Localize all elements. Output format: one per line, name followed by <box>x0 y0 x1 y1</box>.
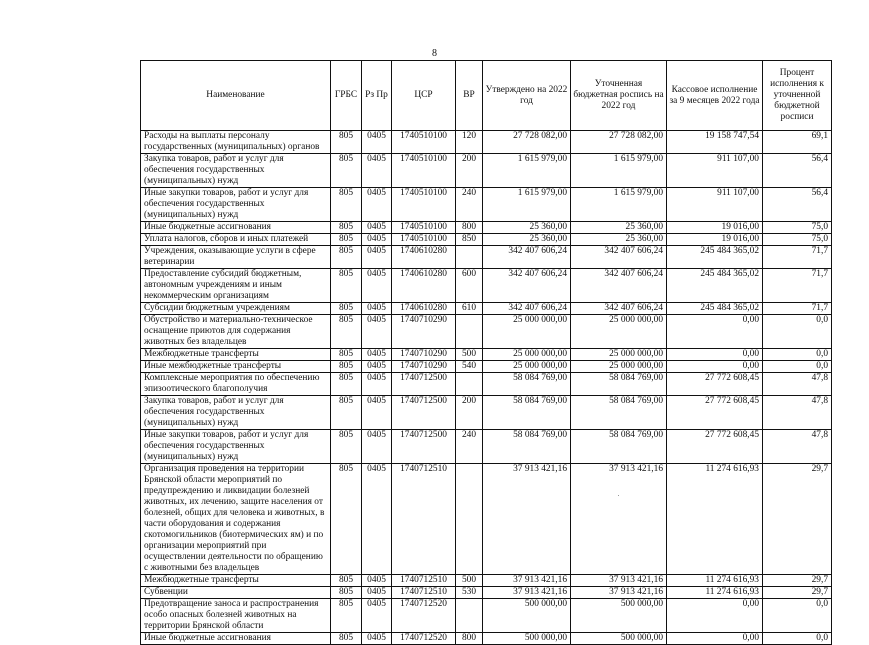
table-row <box>141 234 832 246</box>
cell-name: Субсидии бюджетным учреждениям <box>141 303 331 315</box>
cell-rzpr: 0405 <box>362 430 392 464</box>
cell-refined: 1 615 979,00 <box>571 188 667 222</box>
cell-cash: 245 484 365,02 <box>667 269 763 303</box>
cell-csr: 1740712500 <box>392 373 456 396</box>
cell-csr: 1740712500 <box>392 396 456 430</box>
cell-vr <box>456 599 483 633</box>
cell-refined: 25 000 000,00 <box>571 361 667 373</box>
header-csr: ЦСР <box>392 61 456 131</box>
cell-percent: 69,1 <box>763 131 832 154</box>
cell-approved: 37 913 421,16 <box>483 587 571 599</box>
cell-vr: 850 <box>456 234 483 246</box>
cell-approved: 58 084 769,00 <box>483 396 571 430</box>
cell-cash: 27 772 608,45 <box>667 373 763 396</box>
cell-csr: 1740712510 <box>392 587 456 599</box>
cell-rzpr: 0405 <box>362 599 392 633</box>
cell-name: Иные бюджетные ассигнования <box>141 222 331 234</box>
cell-approved: 37 913 421,16 <box>483 464 571 575</box>
cell-cash: 0,00 <box>667 315 763 349</box>
cell-vr <box>456 373 483 396</box>
cell-name: Комплексные мероприятия по обеспечению эпизоотического благополучия <box>141 373 331 396</box>
cell-vr: 240 <box>456 188 483 222</box>
cell-vr: 600 <box>456 269 483 303</box>
cell-vr <box>456 464 483 575</box>
table-row <box>141 188 832 222</box>
cell-rzpr: 0405 <box>362 361 392 373</box>
cell-percent: 56,4 <box>763 188 832 222</box>
cell-cash: 11 274 616,93 <box>667 464 763 575</box>
table-row <box>141 587 832 599</box>
cell-refined: 1 615 979,00 <box>571 154 667 188</box>
cell-percent: 0,0 <box>763 361 832 373</box>
cell-cash: 27 772 608,45 <box>667 430 763 464</box>
cell-cash: 245 484 365,02 <box>667 246 763 269</box>
table-row <box>141 361 832 373</box>
table-row <box>141 315 832 349</box>
cell-csr: 1740510100 <box>392 222 456 234</box>
cell-percent: 29,7 <box>763 464 832 575</box>
cell-vr: 500 <box>456 349 483 361</box>
cell-vr: 200 <box>456 154 483 188</box>
cell-name: Закупка товаров, работ и услуг для обеспечения государственных (муниципальных) нужд <box>141 154 331 188</box>
cell-refined: 342 407 606,24 <box>571 303 667 315</box>
table-row <box>141 373 832 396</box>
header-vr: ВР <box>456 61 483 131</box>
cell-percent: 56,4 <box>763 154 832 188</box>
cell-rzpr: 0405 <box>362 587 392 599</box>
cell-cash: 19 016,00 <box>667 234 763 246</box>
cell-approved: 500 000,00 <box>483 599 571 633</box>
cell-approved: 58 084 769,00 <box>483 430 571 464</box>
budget-table <box>140 60 832 645</box>
table-row <box>141 396 832 430</box>
cell-name: Субвенции <box>141 587 331 599</box>
cell-refined: 25 000 000,00 <box>571 349 667 361</box>
cell-name: Закупка товаров, работ и услуг для обеспечения государственных (муниципальных) нужд <box>141 396 331 430</box>
table-row <box>141 303 832 315</box>
cell-refined: 25 360,00 <box>571 234 667 246</box>
cell-csr: 1740510100 <box>392 131 456 154</box>
cell-percent: 0,0 <box>763 599 832 633</box>
cell-cash: 911 107,00 <box>667 154 763 188</box>
cell-csr: 1740710290 <box>392 349 456 361</box>
cell-percent: 75,0 <box>763 222 832 234</box>
cell-refined: 58 084 769,00 <box>571 396 667 430</box>
cell-refined: 342 407 606,24 <box>571 269 667 303</box>
cell-rzpr: 0405 <box>362 154 392 188</box>
cell-approved: 25 000 000,00 <box>483 349 571 361</box>
cell-grbs: 805 <box>331 464 362 575</box>
cell-rzpr: 0405 <box>362 269 392 303</box>
cell-vr: 240 <box>456 430 483 464</box>
cell-percent: 71,7 <box>763 246 832 269</box>
cell-grbs: 805 <box>331 575 362 587</box>
cell-percent: 47,8 <box>763 373 832 396</box>
table-row <box>141 633 832 645</box>
cell-grbs: 805 <box>331 269 362 303</box>
table-row <box>141 349 832 361</box>
cell-grbs: 805 <box>331 222 362 234</box>
cell-percent: 75,0 <box>763 234 832 246</box>
cell-cash: 245 484 365,02 <box>667 303 763 315</box>
cell-refined: 25 000 000,00 <box>571 315 667 349</box>
cell-approved: 37 913 421,16 <box>483 575 571 587</box>
cell-vr <box>456 315 483 349</box>
cell-grbs: 805 <box>331 587 362 599</box>
scan-speck <box>618 495 619 496</box>
cell-approved: 342 407 606,24 <box>483 303 571 315</box>
cell-name: Предоставление субсидий бюджетным, автономным учреждениям и иным некоммерческим организациям <box>141 269 331 303</box>
table-row <box>141 599 832 633</box>
cell-cash: 911 107,00 <box>667 188 763 222</box>
cell-csr: 1740710290 <box>392 361 456 373</box>
cell-rzpr: 0405 <box>362 349 392 361</box>
cell-vr: 800 <box>456 222 483 234</box>
cell-percent: 0,0 <box>763 633 832 645</box>
cell-percent: 47,8 <box>763 396 832 430</box>
cell-refined: 25 360,00 <box>571 222 667 234</box>
cell-percent: 29,7 <box>763 587 832 599</box>
cell-cash: 11 274 616,93 <box>667 587 763 599</box>
cell-approved: 27 728 082,00 <box>483 131 571 154</box>
cell-grbs: 805 <box>331 188 362 222</box>
cell-grbs: 805 <box>331 303 362 315</box>
cell-vr: 120 <box>456 131 483 154</box>
cell-csr: 1740712500 <box>392 430 456 464</box>
cell-cash: 19 158 747,54 <box>667 131 763 154</box>
cell-percent: 29,7 <box>763 575 832 587</box>
cell-name: Обустройство и материально-техническое оснащение приютов для содержания животных без владельцев <box>141 315 331 349</box>
cell-name: Межбюджетные трансферты <box>141 349 331 361</box>
header-rzpr: Рз Пр <box>362 61 392 131</box>
cell-vr: 500 <box>456 575 483 587</box>
cell-name: Иные закупки товаров, работ и услуг для обеспечения государственных (муниципальных) нужд <box>141 430 331 464</box>
cell-vr <box>456 246 483 269</box>
cell-csr: 1740610280 <box>392 303 456 315</box>
cell-rzpr: 0405 <box>362 315 392 349</box>
table-row <box>141 246 832 269</box>
cell-rzpr: 0405 <box>362 396 392 430</box>
cell-csr: 1740712520 <box>392 633 456 645</box>
cell-rzpr: 0405 <box>362 222 392 234</box>
cell-rzpr: 0405 <box>362 633 392 645</box>
page-number: 8 <box>432 48 437 59</box>
cell-csr: 1740712510 <box>392 575 456 587</box>
cell-csr: 1740710290 <box>392 315 456 349</box>
header-name: Наименование <box>141 61 331 131</box>
cell-percent: 71,7 <box>763 269 832 303</box>
cell-rzpr: 0405 <box>362 575 392 587</box>
cell-approved: 500 000,00 <box>483 633 571 645</box>
cell-csr: 1740610280 <box>392 269 456 303</box>
cell-grbs: 805 <box>331 430 362 464</box>
cell-rzpr: 0405 <box>362 464 392 575</box>
cell-percent: 0,0 <box>763 315 832 349</box>
cell-refined: 27 728 082,00 <box>571 131 667 154</box>
cell-csr: 1740712510 <box>392 464 456 575</box>
table-row <box>141 269 832 303</box>
cell-rzpr: 0405 <box>362 188 392 222</box>
cell-name: Предотвращение заноса и распространения особо опасных болезней животных на территории Брянской области <box>141 599 331 633</box>
cell-approved: 58 084 769,00 <box>483 373 571 396</box>
cell-name: Иные межбюджетные трансферты <box>141 361 331 373</box>
cell-percent: 71,7 <box>763 303 832 315</box>
cell-csr: 1740510100 <box>392 154 456 188</box>
cell-name: Уплата налогов, сборов и иных платежей <box>141 234 331 246</box>
cell-percent: 0,0 <box>763 349 832 361</box>
header-cash: Кассовое исполнение за 9 месяцев 2022 года <box>667 61 763 131</box>
cell-grbs: 805 <box>331 315 362 349</box>
cell-csr: 1740610280 <box>392 246 456 269</box>
cell-vr: 530 <box>456 587 483 599</box>
cell-grbs: 805 <box>331 349 362 361</box>
cell-csr: 1740510100 <box>392 188 456 222</box>
cell-grbs: 805 <box>331 599 362 633</box>
cell-approved: 1 615 979,00 <box>483 188 571 222</box>
cell-refined: 37 913 421,16 <box>571 575 667 587</box>
cell-cash: 0,00 <box>667 599 763 633</box>
cell-name: Организация проведения на территории Брянской области мероприятий по предупреждению и ликвидации болезней животных, их лечению, защите населения от болезней, общих для человека и животных, в части оборудования и содержания скотомогильников (биотермических ям) и по организации мероприятий при осуществлении деятельности по обращению с животными без владельцев <box>141 464 331 575</box>
cell-approved: 25 000 000,00 <box>483 361 571 373</box>
cell-cash: 0,00 <box>667 349 763 361</box>
cell-cash: 11 274 616,93 <box>667 575 763 587</box>
cell-cash: 19 016,00 <box>667 222 763 234</box>
cell-grbs: 805 <box>331 246 362 269</box>
cell-approved: 25 360,00 <box>483 234 571 246</box>
cell-csr: 1740712520 <box>392 599 456 633</box>
cell-approved: 342 407 606,24 <box>483 269 571 303</box>
cell-grbs: 805 <box>331 361 362 373</box>
table-row <box>141 154 832 188</box>
cell-rzpr: 0405 <box>362 373 392 396</box>
cell-approved: 25 360,00 <box>483 222 571 234</box>
cell-name: Расходы на выплаты персоналу государственных (муниципальных) органов <box>141 131 331 154</box>
cell-refined: 37 913 421,16 <box>571 587 667 599</box>
cell-approved: 25 000 000,00 <box>483 315 571 349</box>
cell-percent: 47,8 <box>763 430 832 464</box>
cell-name: Иные закупки товаров, работ и услуг для обеспечения государственных (муниципальных) нужд <box>141 188 331 222</box>
cell-refined: 58 084 769,00 <box>571 430 667 464</box>
cell-vr: 610 <box>456 303 483 315</box>
cell-refined: 37 913 421,16 <box>571 464 667 575</box>
cell-grbs: 805 <box>331 234 362 246</box>
cell-name: Иные бюджетные ассигнования <box>141 633 331 645</box>
cell-approved: 1 615 979,00 <box>483 154 571 188</box>
table-row <box>141 575 832 587</box>
cell-rzpr: 0405 <box>362 131 392 154</box>
table-row <box>141 464 832 575</box>
cell-vr: 540 <box>456 361 483 373</box>
cell-grbs: 805 <box>331 373 362 396</box>
cell-grbs: 805 <box>331 131 362 154</box>
header-row <box>141 61 832 131</box>
header-refined: Уточненная бюджетная роспись на 2022 год <box>571 61 667 131</box>
cell-approved: 342 407 606,24 <box>483 246 571 269</box>
cell-grbs: 805 <box>331 633 362 645</box>
header-approved: Утверждено на 2022 год <box>483 61 571 131</box>
cell-refined: 500 000,00 <box>571 633 667 645</box>
header-percent: Процент исполнения к уточненной бюджетной росписи <box>763 61 832 131</box>
cell-refined: 500 000,00 <box>571 599 667 633</box>
cell-name: Учреждения, оказывающие услуги в сфере ветеринарии <box>141 246 331 269</box>
cell-cash: 27 772 608,45 <box>667 396 763 430</box>
cell-refined: 58 084 769,00 <box>571 373 667 396</box>
cell-cash: 0,00 <box>667 361 763 373</box>
table-row <box>141 131 832 154</box>
table-row <box>141 222 832 234</box>
cell-vr: 800 <box>456 633 483 645</box>
cell-vr: 200 <box>456 396 483 430</box>
cell-grbs: 805 <box>331 396 362 430</box>
cell-rzpr: 0405 <box>362 303 392 315</box>
cell-rzpr: 0405 <box>362 234 392 246</box>
cell-refined: 342 407 606,24 <box>571 246 667 269</box>
cell-csr: 1740510100 <box>392 234 456 246</box>
cell-name: Межбюджетные трансферты <box>141 575 331 587</box>
table-row <box>141 430 832 464</box>
cell-rzpr: 0405 <box>362 246 392 269</box>
header-grbs: ГРБС <box>331 61 362 131</box>
cell-grbs: 805 <box>331 154 362 188</box>
cell-cash: 0,00 <box>667 633 763 645</box>
